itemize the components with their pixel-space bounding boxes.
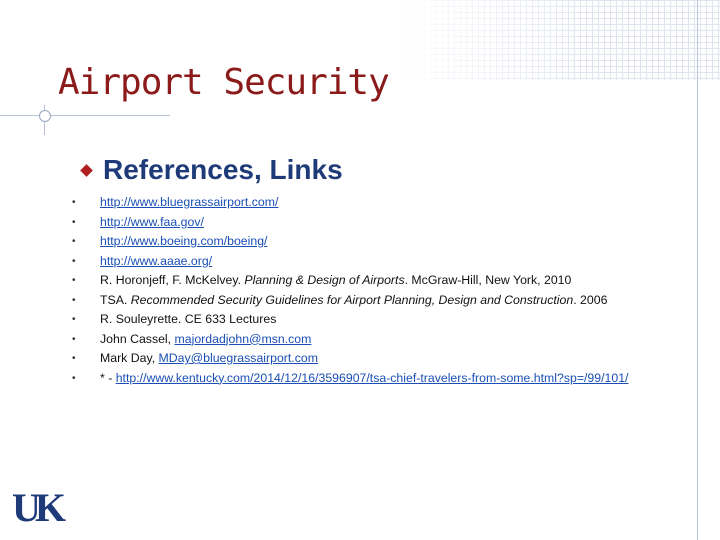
reference-link[interactable]: http://www.aaae.org/ [100,253,213,268]
reference-item [72,252,672,272]
reference-text: John Cassel, [100,331,175,346]
reference-text: * - [100,370,116,385]
reference-text: R. Horonjeff, F. McKelvey. [100,273,245,287]
reference-link[interactable]: MDay@bluegrassairport.com [158,351,318,365]
reference-text: . McGraw-Hill, New York, 2010 [404,273,572,287]
slide-title: Airport Security [58,62,389,103]
subheading [80,154,343,186]
reference-text: . 2006 [573,292,608,307]
reference-link[interactable]: majordadjohn@msn.com [174,331,312,346]
decorative-circle [39,110,51,122]
reference-item [72,232,672,252]
reference-item [72,291,672,311]
uk-logo [12,485,82,530]
reference-text: Mark Day, [100,351,159,365]
reference-item [72,213,672,233]
background-grid [400,0,720,80]
reference-text: R. Souleyrette. CE 633 Lectures [100,312,277,326]
reference-title: Recommended Security Guidelines for Airport Planning, Design and Construction [130,292,574,307]
reference-text: TSA. [100,292,131,307]
reference-item [72,310,672,330]
reference-item [72,369,672,389]
diamond-bullet-icon [80,164,93,177]
reference-item [72,330,672,350]
reference-link[interactable]: http://www.boeing.com/boeing/ [100,234,268,248]
reference-item [72,193,672,213]
subheading-text: References, Links [103,154,343,185]
decorative-vertical-line [697,0,698,540]
decorative-horizontal-line [0,115,170,116]
uk-logo-text: UK [12,485,60,530]
reference-item [72,271,672,291]
reference-link[interactable]: http://www.kentucky.com/2014/12/16/3596907/tsa-chief-travelers-from-some.html?sp=/99/101/ [115,370,629,385]
reference-link[interactable]: http://www.bluegrassairport.com/ [100,195,279,209]
reference-title: Planning & Design of Airports [244,273,405,287]
reference-link[interactable]: http://www.faa.gov/ [100,214,204,229]
reference-item [72,349,672,369]
reference-list [72,193,672,388]
